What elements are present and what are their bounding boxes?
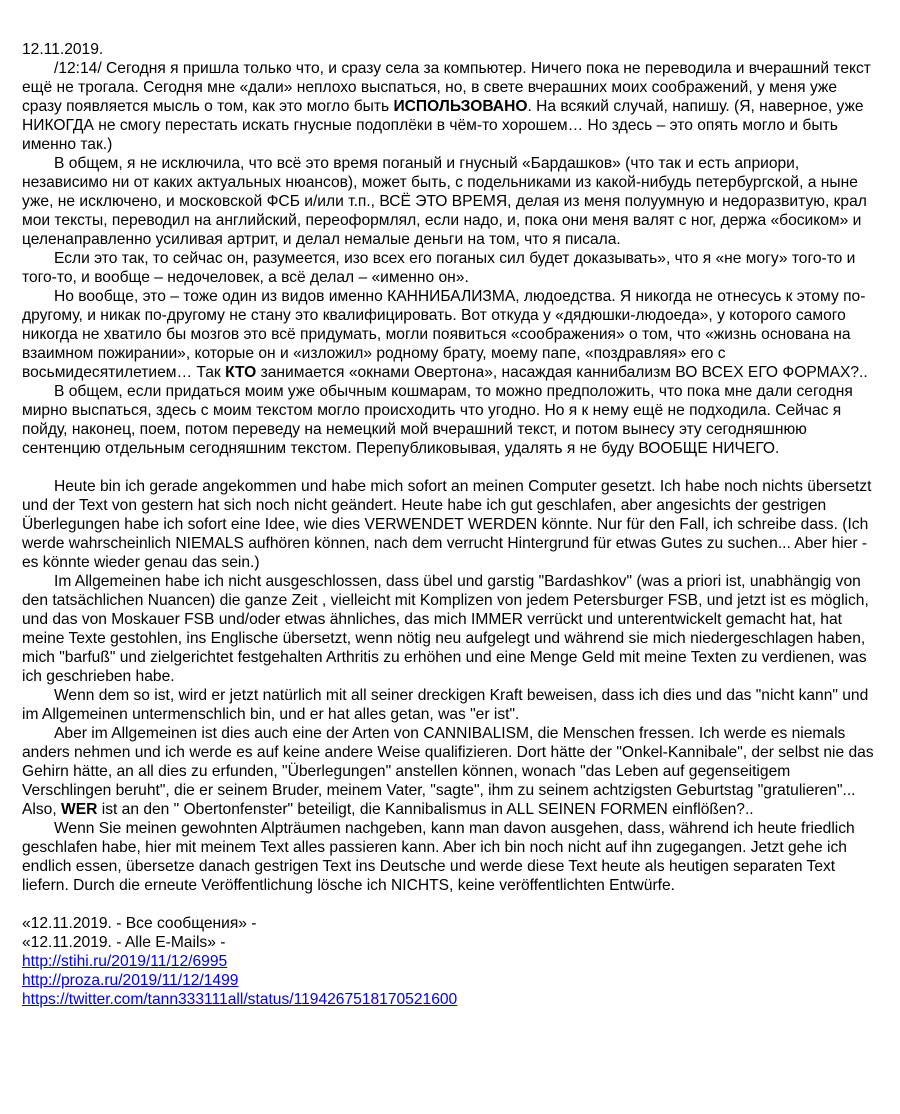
de-p4-emphasis: WER xyxy=(61,801,98,818)
ru-p4-text-a: Но вообще, это – тоже один из видов именно КАННИБАЛИЗМА, людоедства. Я никогда не отнесусь к этому по-другому, и никак по-другому не стану это квалифицировать. Вот откуда у «дядюшки-людоеда», у которого самого никогда не хватило бы мозгов это всё придумать, могли появиться «соображения» о том, что «жизнь основана на взаимном пожирании», которые он и «изложил» родному брату, моему папе, «поздравляя» его с восьмидесятилетием… Так xyxy=(22,288,866,381)
de-p1-text-b: könnte. Nur für den Fall, ich schreibe dass. (Ich werde wahrscheinlich NIEMALS aufhören können, nach dem verrucht Hintergrund für etwas Gutes zu suchen... Aber hier - es könnte wieder genau das sein.) xyxy=(22,516,869,571)
ru-p1-text-b: . На всякий случай, напишу. (Я, наверное, уже НИКОГДА не смогу перестать искать гнусные подоплёки в чём-то хорошем… Но здесь – это опять могло и быть именно так.) xyxy=(22,98,864,153)
ru-p1-emphasis: ИСПОЛЬЗОВАНО xyxy=(393,98,528,115)
de-paragraph-5: Wenn Sie meinen gewohnten Alpträumen nachgeben, kann man davon ausgehen, dass, während ich heute friedlich geschlafen habe, hier mit meinem Text alles passieren kann. Aber ich bin noch nicht auf ihn zugegangen. Jetzt gehe ich endlich essen, übersetze danach gestrigen Text ins Deutsche und werde diese Text heute als heutigen separaten Text liefern. Durch die erneute Veröffentlichung lösche ich NICHTS, keine veröffentlichten Entwürfe. xyxy=(22,820,855,894)
link-twitter[interactable]: https://twitter.com/tann333111all/status/1194267518170521600 xyxy=(22,991,458,1008)
footer-caption-de: «12.11.2019. - Alle E-Mails» - xyxy=(22,934,226,951)
ru-paragraph-2: В общем, я не исключила, что всё это время поганый и гнусный «Бардашков» (что так и есть априори, независимо ни от каких актуальных нюансов), может быть, с подельниками из какой-нибудь петербургской, а ныне уже, не исключено, и московской ФСБ и/или т.п., ВСЁ ЭТО ВРЕМЯ, делая из меня полуумную и недоразвитую, крал мои тексты, переводил на английский, переоформлял, если надо, и, пока они меня валят с ног, держа «босиком» и целенаправленно усиливая артрит, и делал немалые деньги на том, что я писала. xyxy=(22,155,867,248)
ru-p1-text-a: /12:14/ Сегодня я пришла только что, и сразу села за компьютер. Ничего пока не переводила и вчерашний текст ещё не трогала. Сегодня мне «дали» неплохо выспаться, но, в свете вчерашних моих соображений, у меня уже сразу появляется мысль о том, как это могло быть xyxy=(22,60,871,115)
section-gap xyxy=(22,458,878,477)
footer-caption-ru: «12.11.2019. - Все сообщения» - xyxy=(22,915,257,932)
ru-paragraph-5: В общем, если придаться моим уже обычным кошмарам, то можно предположить, что пока мне дали сегодня мирно выспаться, здесь с моим текстом могло происходить что угодно. Но я к нему ещё не подходила. Сейчас я пойду, наконец, поем, потом переведу на немецкий мой вчерашний текст, и потом вынесу эту сегодняшнюю сентенцию отдельным сегодняшним текстом. Перепубликовывая, удалять я не буду ВООБЩЕ НИЧЕГО. xyxy=(22,383,853,457)
link-stihi[interactable]: http://stihi.ru/2019/11/12/6995 xyxy=(22,953,228,970)
ru-paragraph-3: Если это так, то сейчас он, разумеется, изо всех его поганых сил будет доказывать», что я «не могу» того-то и того-то, и вообще – недочеловек, а всё делал – «именно он». xyxy=(22,250,856,286)
ru-p4-emphasis: КТО xyxy=(225,364,257,381)
document-date: 12.11.2019. xyxy=(22,41,104,58)
ru-p4-text-b: занимается «окнами Овертона», насаждая каннибализм ВО ВСЕХ ЕГО ФОРМАХ?.. xyxy=(256,364,868,381)
section-gap xyxy=(22,895,878,914)
de-paragraph-2: Im Allgemeinen habe ich nicht ausgeschlossen, dass übel und garstig "Bardashkov" (was a priori ist, unabhängig von den tatsächlichen Nuancen) die ganze Zeit , vielleicht mit Komplizen von jedem Petersburger FSB, und jetzt ist es möglich, und das von Moskauer FSB und/oder etwas ähnliches, das mich IMMER verrückt und unterentwickelt gemacht hat, hat meine Texte gestohlen, ins Englische übersetzt, wenn nötig neu aufgelegt und während sie mich niedergeschlagen haben, mich "barfuß" und zielgerichtet festgehalten Arthritis zu erhöhen und eine Menge Geld mit meine Texten zu verdienen, was ich geschrieben habe. xyxy=(22,573,869,685)
link-proza[interactable]: http://proza.ru/2019/11/12/1499 xyxy=(22,972,239,989)
de-paragraph-4 xyxy=(22,724,878,819)
ru-paragraph-1 xyxy=(22,59,878,154)
de-paragraph-1 xyxy=(22,477,878,572)
de-p1-text-a: Heute bin ich gerade angekommen und habe mich sofort an meinen Computer gesetzt. Ich habe noch nichts übersetzt und der Text von gestern hat sich noch nicht geändert. Heute habe ich gut geschlafen, aber angesichts der gestrigen Überlegungen habe ich sofort eine Idee, wie dies xyxy=(22,478,872,533)
de-p4-text-b: ist an den " Obertonfenster" beteiligt, die Kannibalismus in ALL SEINEN FORMEN einflößen?.. xyxy=(97,801,754,818)
ru-paragraph-4 xyxy=(22,287,878,382)
de-paragraph-3: Wenn dem so ist, wird er jetzt natürlich mit all seiner dreckigen Kraft beweisen, dass ich dies und das "nicht kann" und im Allgemeinen untermenschlich bin, und er hat alles getan, was "er ist". xyxy=(22,687,869,723)
de-p1-highlight: VERWENDET WERDEN xyxy=(364,516,538,533)
de-p4-text-a: Aber im Allgemeinen ist dies auch eine der Arten von CANNIBALISM, die Menschen fressen. Ich werde es niemals anders nehmen und ich werde es auf keine andere Weise qualifizieren. Dort hätte der "Onkel-Kannibale", der selbst nie das Gehirn hätte, an all dies zu erfunden, "Überlegungen" anstellen können, wonach "das Leben auf gegenseitigem Verschlingen beruht", die er seinem Bruder, meinem Vater, "sagte", ihm zu seinem achtzigsten Geburtstag "gratulieren"... Also, xyxy=(22,725,874,818)
